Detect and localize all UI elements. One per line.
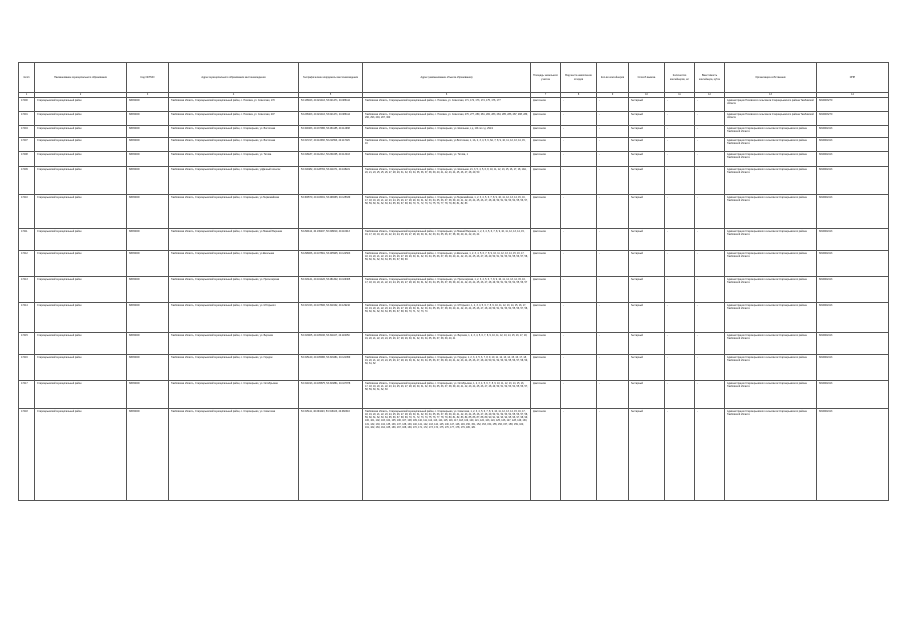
municipality-cell: Староюрьевский муниципальный район <box>35 167 127 195</box>
table-row <box>19 333 889 355</box>
column-number: 1 <box>19 93 35 98</box>
capacity-cell: - <box>695 152 725 167</box>
capacity-cell: - <box>695 251 725 277</box>
capacity-cell: - <box>695 112 725 126</box>
row-number-cell: 17410 <box>19 195 35 229</box>
address-cell: Тамбовская область, Староюрьевский муниципальный район, с. Староюрьево, ул.Нижний Вершник <box>169 229 299 251</box>
capacity-cell: - <box>695 277 725 303</box>
municipality-cell: Староюрьевский муниципальный район <box>35 229 127 251</box>
table-row <box>19 381 889 409</box>
table-body <box>19 98 889 501</box>
address-cell: Тамбовская область, Староюрьевский муниципальный район, с. Староюрьево, ул. Октябрьская <box>169 381 299 409</box>
owner-organization-cell: Администрация Староюрьевского сельсовета Староюрьевского района Тамбовской области <box>725 229 817 251</box>
municipality-cell: Староюрьевский муниципальный район <box>35 152 127 167</box>
table-row <box>19 409 889 501</box>
owner-organization-cell: Администрация Староюрьевского сельсовета Староюрьевского района Тамбовской области <box>725 152 817 167</box>
area-cell: фактически <box>531 126 561 138</box>
header-cell: Географические координаты местонахождения <box>299 63 363 93</box>
row-number-cell: 17400 <box>19 98 35 112</box>
table-row <box>19 112 889 126</box>
coordinates-cell: 53.319482, 40.128784, 53.211071, 40.108221 <box>299 167 363 195</box>
oktmo-cell: 68636000 <box>127 229 169 251</box>
owner-organization-cell: Администрация Староюрьевского сельсовета Староюрьевского района Тамбовской области <box>725 126 817 138</box>
container-count-cell: - <box>597 251 629 277</box>
site-kind-cell: - <box>561 303 597 333</box>
container-count-cell: - <box>597 98 629 112</box>
column-number: 14 <box>817 93 889 98</box>
site-kind-cell: - <box>561 98 597 112</box>
containers-cell: - <box>665 229 695 251</box>
capacity-cell: - <box>695 381 725 409</box>
coordinates-cell: 53.318187, 40.112412, 53.261065, 40.113443 <box>299 152 363 167</box>
oktmo-cell: 68636000 <box>127 167 169 195</box>
containers-cell: - <box>665 409 695 501</box>
inn-cell: 6819002413 <box>817 251 889 277</box>
address-cell: Тамбовская область, Староюрьевский муниципальный район, с. Староюрьево, ул.Первомайская <box>169 195 299 229</box>
municipality-cell: Староюрьевский муниципальный район <box>35 333 127 355</box>
column-number: 6 <box>363 93 531 98</box>
containers-cell: - <box>665 277 695 303</box>
containers-cell: - <box>665 381 695 409</box>
served-objects-cell: Тамбовская область, Староюрьевский муниципальный район, с. Староюрьево, ул. М.Горького, 1, 2, 3, 4, 5, 6, 7, 8, 9, 10, 11, 12, 13, 14, 15, 16, 17, 18, 19, 20, 21, 22, 23, 24, 25, 26, 27, 28, 29, 30, 31, 32, 33, 34, 35, 36, 37, 38, 39, 40, 41, 42, 43, 44, 45, 46, 47, 48, 49, 50, 51, 52, 53, 54, 55, 56, 57, 58, 59, 60, 61, 62, 63, 64, 65, 66, 67, 68, 69, 70, 71, 72, 73, 74 <box>363 303 531 333</box>
area-cell: фактически <box>531 333 561 355</box>
table-row <box>19 126 889 138</box>
served-objects-cell: Тамбовская область, Староюрьевский муниципальный район, с. Староюрьево, ул. Октябрьская, 1, 2, 3, 4, 5, 6, 7, 8, 9, 10, 11, 12, 13, 14, 15, 16, 17, 18, 19, 20, 21, 22, 23, 24, 25, 26, 27, 28, 29, 30, 31, 32, 33, 34, 35, 36, 37, 38, 39, 40, 41, 42, 43, 44, 45, 46, 47, 48, 49, 50, 51, 52, 53, 54, 55, 56, 57, 58, 59, 60, 61, 62, 63 <box>363 381 531 409</box>
containers-cell: - <box>665 251 695 277</box>
row-number-cell: 17413 <box>19 277 35 303</box>
area-cell: фактически <box>531 152 561 167</box>
coordinates-cell: 53.138023, 40.021416, 53.021471, 40.086112 <box>299 98 363 112</box>
coordinates-cell: 53.238403, 40.021416, 53.021471, 40.086114 <box>299 112 363 126</box>
address-cell: Тамбовская область, Староюрьевский муниципальный район, с. Староюрьево, ул. М.Горького <box>169 303 299 333</box>
coordinates-cell: 53.299112, 40.139207, 53.328810, 40.116013 <box>299 229 363 251</box>
column-number: 13 <box>725 93 817 98</box>
site-kind-cell: - <box>561 126 597 138</box>
address-cell: Тамбовская область, Староюрьевский муниципальный район, с. Староюрьево, ул. Восточная <box>169 138 299 152</box>
served-objects-cell: Тамбовская область, Староюрьевский муниципальный район, с. Староюрьево, ул.Нижний Вершник, 1, 2, 3, 4, 5, 6, 7, 8, 9, 10, 11, 12, 13, 14, 15, 16, 17, 18, 19, 20, 21, 22, 23, 24, 25, 26, 27, 28, 29, 30, 31, 32, 33, 34, 35, 36, 37, 38, 39, 40, 41, 42, 43, 44 <box>363 229 531 251</box>
inn-cell: 6819002413 <box>817 355 889 381</box>
column-number: 2 <box>35 93 127 98</box>
site-kind-cell: - <box>561 112 597 126</box>
column-number: 5 <box>299 93 363 98</box>
site-kind-cell: - <box>561 333 597 355</box>
container-count-cell: - <box>597 167 629 195</box>
owner-organization-cell: Администрация Староюрьевского сельсовета Староюрьевского района Тамбовской области <box>725 277 817 303</box>
municipality-cell: Староюрьевский муниципальный район <box>35 303 127 333</box>
municipality-cell: Староюрьевский муниципальный район <box>35 355 127 381</box>
coordinates-cell: 53.315111, 40.094223, 53.316103, 40.082316 <box>299 409 363 501</box>
table-row <box>19 195 889 229</box>
row-number-cell: 17411 <box>19 229 35 251</box>
containers-cell: - <box>665 98 695 112</box>
owner-organization-cell: Администрация Староюрьевского сельсовета Староюрьевского района Тамбовской области <box>725 303 817 333</box>
area-cell: фактически <box>531 355 561 381</box>
header-cell: Код ОКТМО <box>127 63 169 93</box>
removal-method-cell: бестарный <box>629 277 665 303</box>
address-cell: Тамбовская область, Староюрьевский муниципальный район, с. Поповка, ул. Советская, 170 <box>169 98 299 112</box>
capacity-cell: - <box>695 355 725 381</box>
column-number: 10 <box>629 93 665 98</box>
oktmo-cell: 68636000 <box>127 112 169 126</box>
municipality-cell: Староюрьевский муниципальный район <box>35 409 127 501</box>
row-number-cell: 17414 <box>19 303 35 333</box>
coordinates-cell: 53.314193, 40.105875, 53.316881, 40.107878 <box>299 381 363 409</box>
header-cell: Площадь земельного участка <box>531 63 561 93</box>
header-cell: Наименование муниципального образования <box>35 63 127 93</box>
coordinates-cell: 53.317243, 40.107806, 53.311962, 40.129210 <box>299 303 363 333</box>
oktmo-cell: 68636000 <box>127 98 169 112</box>
row-number-cell: 17409 <box>19 167 35 195</box>
oktmo-cell: 68636000 <box>127 333 169 355</box>
owner-organization-cell: Администрация Староюрьевского сельсовета Староюрьевского района Тамбовской области <box>725 409 817 501</box>
inn-cell: 6819002413 <box>817 409 889 501</box>
capacity-cell: - <box>695 126 725 138</box>
area-cell: фактически <box>531 112 561 126</box>
capacity-cell: - <box>695 195 725 229</box>
capacity-cell: - <box>695 333 725 355</box>
container-count-cell: - <box>597 355 629 381</box>
containers-cell: - <box>665 355 695 381</box>
removal-method-cell: бестарный <box>629 251 665 277</box>
municipality-cell: Староюрьевский муниципальный район <box>35 138 127 152</box>
capacity-cell: - <box>695 167 725 195</box>
site-kind-cell: - <box>561 251 597 277</box>
municipality-cell: Староюрьевский муниципальный район <box>35 251 127 277</box>
header-cell: Количество контейнеров, шт <box>665 63 695 93</box>
capacity-cell: - <box>695 409 725 501</box>
oktmo-cell: 68636000 <box>127 251 169 277</box>
area-cell: фактически <box>531 381 561 409</box>
container-count-cell: - <box>597 126 629 138</box>
inn-cell: 6819002413 <box>817 303 889 333</box>
area-cell: фактически <box>531 409 561 501</box>
column-number: 7 <box>531 93 561 98</box>
owner-organization-cell: Администрация Поповского сельсовета Староюрьевского района Тамбовской области <box>725 112 817 126</box>
containers-cell: - <box>665 152 695 167</box>
inn-cell: 6819002413 <box>817 195 889 229</box>
address-cell: Тамбовская область, Староюрьевский муниципальный район, с. Староюрьево, ул. Титова <box>169 152 299 167</box>
served-objects-cell: Тамбовская область, Староюрьевский муниципальный район, с. Староюрьево, ул.Восточная, 1, 1А, 2, 3, 4, 5, 6, 6А, 7, 8, 9, 10, 11, 12, 13, 14, 15, 16 <box>363 138 531 152</box>
area-cell: фактически <box>531 195 561 229</box>
row-number-cell: 17416 <box>19 355 35 381</box>
capacity-cell: - <box>695 303 725 333</box>
containers-cell: - <box>665 333 695 355</box>
container-count-cell: - <box>597 333 629 355</box>
inn-cell: 6819002413 <box>817 152 889 167</box>
removal-method-cell: бестарный <box>629 98 665 112</box>
removal-method-cell: бестарный <box>629 381 665 409</box>
inn-cell: 6819002413 <box>817 229 889 251</box>
row-number-cell: 17401 <box>19 112 35 126</box>
area-cell: фактически <box>531 303 561 333</box>
address-cell: Тамбовская область, Староюрьевский муниципальный район, с. Поповка, ул. Советская, 207 <box>169 112 299 126</box>
address-cell: Тамбовская область, Староюрьевский муниципальный район, с. Староюрьево, ул. Советская <box>169 409 299 501</box>
column-number: 8 <box>561 93 597 98</box>
table-row <box>19 229 889 251</box>
container-count-cell: - <box>597 381 629 409</box>
header-cell: Адрес (наименование объекта образования) <box>363 63 531 93</box>
container-count-cell: - <box>597 138 629 152</box>
owner-organization-cell: Администрация Староюрьевского сельсовета Староюрьевского района Тамбовской области <box>725 355 817 381</box>
served-objects-cell: Тамбовская область, Староюрьевский муниципальный район, с. Староюрьево, ул.Первомайская, 1, 2, 3, 4, 5, 6, 7, 8, 9, 10, 11, 12, 13, 14, 15, 16, 17, 18, 19, 20, 21, 22, 23, 24, 25, 26, 27, 28, 29, 30, 31, 32, 33, 34, 35, 36, 37, 38, 39, 40, 41, 42, 43, 44, 45, 46, 47, 48, 49, 50, 51, 52, 53, 54, 55, 56, 57, 58, 59, 60, 61, 62, 63, 64, 65, 66, 67, 68, 69, 70, 71, 72, 73, 74, 75, 76, 77, 78, 79, 80, 81, 82, 83 <box>363 195 531 229</box>
header-cell: ИНН <box>817 63 889 93</box>
oktmo-cell: 68636000 <box>127 138 169 152</box>
municipality-cell: Староюрьевский муниципальный район <box>35 381 127 409</box>
row-number-cell: 17415 <box>19 333 35 355</box>
area-cell: фактически <box>531 167 561 195</box>
area-cell: фактически <box>531 138 561 152</box>
site-kind-cell: - <box>561 381 597 409</box>
served-objects-cell: Тамбовская область, Староюрьевский муниципальный район, с. Поповка, ул. Советская, 276, 277, 280, 281, 282, 283, 284, 285, 286, 287, 288, 289, 290, 293, 294, 297, 300 <box>363 112 531 126</box>
header-cell: Кол-во контейнеров <box>597 63 629 93</box>
oktmo-cell: 68636000 <box>127 303 169 333</box>
inn-cell: 6819002413 <box>817 381 889 409</box>
header-cell: Вместимость контейнера, куб.м <box>695 63 725 93</box>
owner-organization-cell: Администрация Староюрьевского сельсовета Староюрьевского района Тамбовской области <box>725 195 817 229</box>
removal-method-cell: бестарный <box>629 195 665 229</box>
inn-cell: 6819002413 <box>817 126 889 138</box>
removal-method-cell: бестарный <box>629 333 665 355</box>
area-cell: фактически <box>531 229 561 251</box>
inn-cell: 6819002413 <box>817 167 889 195</box>
removal-method-cell: бестарный <box>629 126 665 138</box>
coordinates-cell: 53.298066, 40.107891, 53.205905, 40.122503 <box>299 251 363 277</box>
containers-cell: - <box>665 303 695 333</box>
site-kind-cell: - <box>561 409 597 501</box>
row-number-cell: 17404 <box>19 126 35 138</box>
container-count-cell: - <box>597 303 629 333</box>
area-cell: фактически <box>531 251 561 277</box>
inn-cell: 6819002413 <box>817 333 889 355</box>
site-kind-cell: - <box>561 229 597 251</box>
column-number: 4 <box>169 93 299 98</box>
table-row <box>19 251 889 277</box>
served-objects-cell: Тамбовская область, Староюрьевский муниципальный район, с. Староюрьево, ул. Городок, 1, 2, 3, 4, 5, 6, 7, 8, 9, 10, 11, 12, 13, 14, 15, 16, 17, 18, 19, 20, 21, 22, 23, 24, 25, 26, 27, 28, 29, 30, 31, 32, 33, 34, 35, 36, 37, 38, 39, 40, 41, 42, 43, 44, 45, 46, 47, 48, 49, 50, 51, 52, 53, 54, 55, 56, 57, 58, 59, 60, 61, 62 <box>363 355 531 381</box>
coordinates-cell: 53.315140, 40.105986, 53.316281, 40.121959 <box>299 355 363 381</box>
address-cell: Тамбовская область, Староюрьевский муниципальный район, с. Староюрьево, ул. Городок <box>169 355 299 381</box>
owner-organization-cell: Администрация Староюрьевского сельсовета Староюрьевского района Тамбовской области <box>725 167 817 195</box>
served-objects-cell: Тамбовская область, Староюрьевский муниципальный район, с. Староюрьево, ул. Титова, 1 <box>363 152 531 167</box>
coordinates-cell: 53.317217, 40.113383, 53.211593, 40.117229 <box>299 138 363 152</box>
removal-method-cell: бестарный <box>629 112 665 126</box>
oktmo-cell: 68636000 <box>127 381 169 409</box>
container-count-cell: - <box>597 152 629 167</box>
address-cell: Тамбовская область, Староюрьевский муниципальный район, с. Староюрьево, ул.Школьная <box>169 251 299 277</box>
removal-method-cell: бестарный <box>629 409 665 501</box>
removal-method-cell: бестарный <box>629 303 665 333</box>
container-count-cell: - <box>597 229 629 251</box>
address-cell: Тамбовская область, Староюрьевский муниципальный район, с. Староюрьево, улДачный поселок <box>169 167 299 195</box>
site-kind-cell: - <box>561 152 597 167</box>
row-number-cell: 17418 <box>19 409 35 501</box>
removal-method-cell: бестарный <box>629 355 665 381</box>
served-objects-cell: Тамбовская область, Староюрьевский муниципальный район, с. Староюрьево, ул. Школьная, 21, 3, 5, 4, 5, 6, 8, 10, 11, 12, 13, 15, 16, 17, 18, 19А, 20, 21, 23, 25, 25, 26, 27, 28, 29, 31, 32, 33, 34, 35, 36, 37, 38, 39, 40, 41, 42, 43, 44, 45, 46, 47, 48, 49, 50 <box>363 167 531 195</box>
header-cell: Вид места накопления отходов <box>561 63 597 93</box>
served-objects-cell: Тамбовская область, Староюрьевский муниципальный район, с. Староюрьево, ул. Советская, 1, 2, 3, 4, 5, 6, 7, 8, 9, 10, 11, 12, 13, 14, 15, 16, 17, 18, 19, 20, 21, 22, 23, 24, 25, 26, 27, 28, 29, 30, 31, 32, 33, 34, 35, 36, 37, 38, 39, 40, 41, 42, 43, 44, 45, 46, 47, 48, 49, 50, 51, 52, 53, 54, 55, 56, 57, 58, 59, 60, 61, 62, 63, 64, 65, 66, 67, 68, 69, 70, 71, 72, 73, 74, 75, 76, 77, 78, 79, 80, 81, 82, 83, 84, 85, 86, 87, 88, 89, 90, 91, 92, 93, 94, 95, 96, 97, 98, 99, 100, 101, 102, 103, 104, 105, 106, 107, 108, 109, 110, 111, 112, 113, 114, 115, 116, 117, 118, 119, 120, 121, 122, 123, 124, 125, 126, 127, 128, 129, 130, 131, 132, 133, 134, 135, 136, 137, 138, 139, 140, 141, 142, 143, 144, 145, 146, 147, 148, 149, 150, 151, 152, 153, 154, 155, 156, 157, 158, 159, 160, 161, 162, 163, 164, 165, 166, 167, 168, 169, 170, 171, 172, 173, 174, 175, 176, 177, 178, 179, 180, 181 <box>363 409 531 501</box>
containers-cell: - <box>665 126 695 138</box>
served-objects-cell: Тамбовская область, Староюрьевский муниципальный район, с. Староюрьево, ул. Пролетарская, 1, 2, 3, 4, 5, 6, 7, 8, 9, 10, 11, 12, 13, 14, 15, 16, 17, 18, 19, 20, 21, 22, 23, 24, 25, 26, 27, 28, 29, 30, 31, 32, 33, 34, 35, 36, 37, 38, 39, 40, 41, 42, 43, 44, 45, 46, 47, 48, 49, 50, 51, 52, 53, 54, 55, 56, 57 <box>363 277 531 303</box>
oktmo-cell: 68636000 <box>127 152 169 167</box>
coordinates-cell: 53.329463, 40.167986, 53.261185, 40.114938 <box>299 126 363 138</box>
served-objects-cell: Тамбовская область, Староюрьевский муниципальный район, с. Поповка, ул. Советская, 171, 172, 173, 174, 175, 176, 177 <box>363 98 531 112</box>
site-kind-cell: - <box>561 138 597 152</box>
row-number-cell: 17407 <box>19 138 35 152</box>
table-row <box>19 277 889 303</box>
container-count-cell: - <box>597 409 629 501</box>
site-kind-cell: - <box>561 167 597 195</box>
coordinates-cell: 53.309570, 40.103931, 53.298265, 40.125639 <box>299 195 363 229</box>
removal-method-cell: бестарный <box>629 138 665 152</box>
column-number: 11 <box>665 93 695 98</box>
containers-cell: - <box>665 167 695 195</box>
municipality-cell: Староюрьевский муниципальный район <box>35 195 127 229</box>
row-number-cell: 17412 <box>19 251 35 277</box>
containers-cell: - <box>665 138 695 152</box>
owner-organization-cell: Администрация Староюрьевского сельсовета Староюрьевского района Тамбовской области <box>725 381 817 409</box>
address-cell: Тамбовская область, Староюрьевский муниципальный район, с. Староюрьево, ул. Восточная <box>169 126 299 138</box>
column-number: 12 <box>695 93 725 98</box>
address-cell: Тамбовская область, Староюрьевский муниципальный район, с. Староюрьево, ул. Пролетарская <box>169 277 299 303</box>
coordinates-cell: 53.313905, 40.105196, 53.311167, 40.116050 <box>299 333 363 355</box>
municipality-cell: Староюрьевский муниципальный район <box>35 126 127 138</box>
table-row <box>19 138 889 152</box>
served-objects-cell: Тамбовская область, Староюрьевский муниципальный район, с. Староюрьево, ул. Верхняя, 1, 2, 3, 4, 5, 6, 7, 8, 9, 10, 11, 12, 13, 14, 15, 16, 17, 18, 19, 20, 21, 22, 23, 24, 25, 26, 27, 28, 29, 30, 31, 32, 33, 34, 35, 36, 37, 38, 39, 40, 41 <box>363 333 531 355</box>
column-number: 3 <box>127 93 169 98</box>
oktmo-cell: 68636000 <box>127 355 169 381</box>
table-row <box>19 152 889 167</box>
inn-cell: 6819002413 <box>817 138 889 152</box>
municipality-cell: Староюрьевский муниципальный район <box>35 277 127 303</box>
removal-method-cell: бестарный <box>629 167 665 195</box>
table-header <box>19 63 889 98</box>
capacity-cell: - <box>695 98 725 112</box>
inn-cell: 6819003270 <box>817 112 889 126</box>
owner-organization-cell: Администрация Староюрьевского сельсовета Староюрьевского района Тамбовской области <box>725 138 817 152</box>
containers-cell: - <box>665 195 695 229</box>
inn-cell: 6819003270 <box>817 98 889 112</box>
row-number-cell: 17417 <box>19 381 35 409</box>
owner-organization-cell: Администрация Поповского сельсовета Староюрьевского района Тамбовской области <box>725 98 817 112</box>
containers-cell: - <box>665 112 695 126</box>
owner-organization-cell: Администрация Староюрьевского сельсовета Староюрьевского района Тамбовской области <box>725 333 817 355</box>
coordinates-cell: 53.313141, 40.101426, 53.281302, 40.109305 <box>299 277 363 303</box>
header-cell: №п/п <box>19 63 35 93</box>
site-kind-cell: - <box>561 277 597 303</box>
site-kind-cell: - <box>561 355 597 381</box>
owner-organization-cell: Администрация Староюрьевского сельсовета Староюрьевского района Тамбовской области <box>725 251 817 277</box>
municipality-cell: Староюрьевский муниципальный район <box>35 98 127 112</box>
column-number: 9 <box>597 93 629 98</box>
table-row <box>19 303 889 333</box>
site-kind-cell: - <box>561 195 597 229</box>
container-count-cell: - <box>597 112 629 126</box>
oktmo-cell: 68636000 <box>127 277 169 303</box>
row-number-cell: 17408 <box>19 152 35 167</box>
oktmo-cell: 68636000 <box>127 126 169 138</box>
inn-cell: 6819002413 <box>817 277 889 303</box>
header-cell: Способ вывоза <box>629 63 665 93</box>
served-objects-cell: Тамбовская область, Староюрьевский муниципальный район, с. Староюрьево, ул. Школьная, с.д. 101 по с.д. 291/1 <box>363 126 531 138</box>
capacity-cell: - <box>695 138 725 152</box>
oktmo-cell: 68636000 <box>127 195 169 229</box>
header-cell: Организация-собственник <box>725 63 817 93</box>
container-count-cell: - <box>597 277 629 303</box>
municipality-cell: Староюрьевский муниципальный район <box>35 112 127 126</box>
address-cell: Тамбовская область, Староюрьевский муниципальный район, с. Староюрьево, ул. Верхняя <box>169 333 299 355</box>
waste-sites-register-table <box>18 62 889 501</box>
header-cell: Адрес муниципального образования местонахождения <box>169 63 299 93</box>
removal-method-cell: бестарный <box>629 229 665 251</box>
table-row <box>19 355 889 381</box>
removal-method-cell: бестарный <box>629 152 665 167</box>
oktmo-cell: 68636000 <box>127 409 169 501</box>
container-count-cell: - <box>597 195 629 229</box>
served-objects-cell: Тамбовская область, Староюрьевский муниципальный район, с. Староюрьево, ул.Школьная, 1, 2, 3, 4, 5, 6, 7, 8, 9, 10, 11, 12, 13, 14, 15, 16, 17, 18, 19, 20, 21, 22, 23, 24, 25, 26, 27, 28, 29, 30, 31, 32, 33, 34, 35, 36, 37, 38, 39, 40, 41, 42, 43, 44, 45, 46, 47, 48, 49, 50, 51, 52, 53, 54, 55, 56, 57, 58, 59, 60, 61, 62, 63, 64, 65, 66, 67, 68, 69 <box>363 251 531 277</box>
area-cell: фактически <box>531 277 561 303</box>
table-row <box>19 167 889 195</box>
capacity-cell: - <box>695 229 725 251</box>
area-cell: фактически <box>531 98 561 112</box>
table-row <box>19 98 889 112</box>
